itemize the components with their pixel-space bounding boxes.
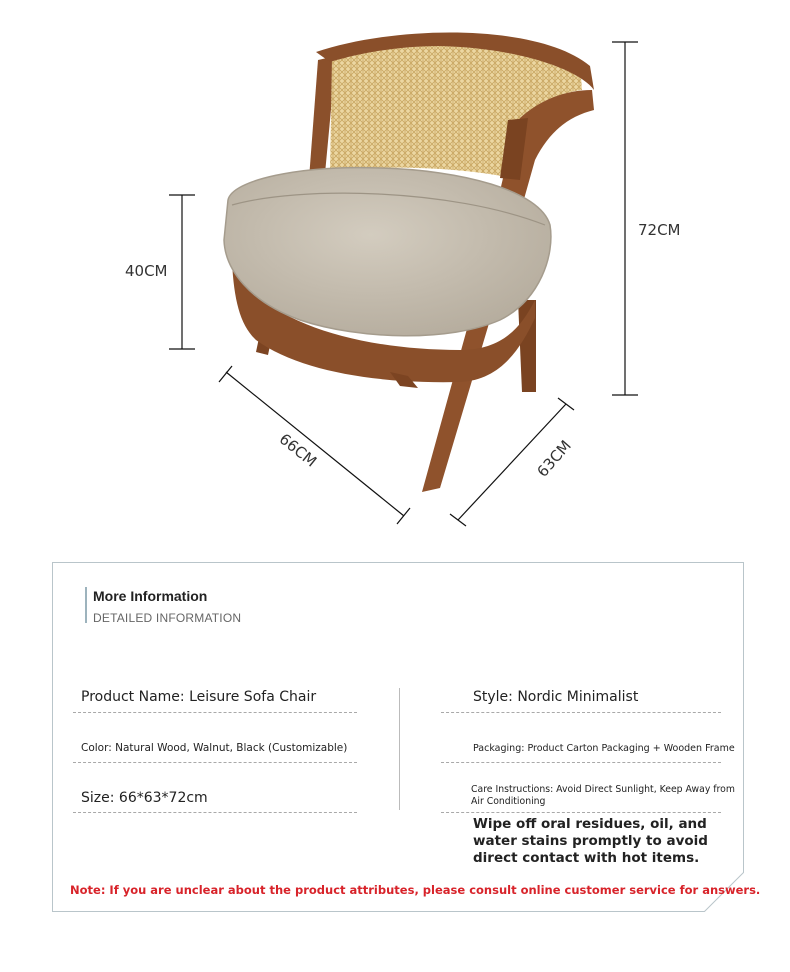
style-attribute: Style: Nordic Minimalist <box>473 689 639 705</box>
dashed-divider <box>73 712 357 713</box>
dashed-divider <box>73 812 357 813</box>
depth-dimension <box>450 398 575 526</box>
depth-label: 63CM <box>533 436 575 481</box>
dashed-divider <box>73 762 357 763</box>
column-divider <box>399 688 400 810</box>
size-attribute: Size: 66*63*72cm <box>81 790 208 806</box>
packaging-attribute: Packaging: Product Carton Packaging + Wooden Frame <box>473 743 735 754</box>
product-name: Product Name: Leisure Sofa Chair <box>81 689 317 705</box>
color-attribute: Color: Natural Wood, Walnut, Black (Customizable) <box>81 742 348 754</box>
chair-illustration <box>224 32 594 492</box>
height-label: 72CM <box>638 221 681 239</box>
section-heading <box>85 587 241 623</box>
dashed-divider <box>441 762 721 763</box>
info-panel <box>52 562 761 912</box>
height-dimension <box>612 42 681 395</box>
customer-service-note: Note: If you are unclear about the product attributes, please consult online customer service for answers. <box>70 883 761 897</box>
section-subtitle: DETAILED INFORMATION <box>93 611 242 625</box>
care-note: Wipe off oral residues, oil, and water stains promptly to avoid direct contact with hot items. <box>473 816 708 866</box>
seat-height-label: 40CM <box>125 262 168 280</box>
dashed-divider <box>441 812 721 813</box>
seat-height-dimension <box>125 195 195 349</box>
dashed-divider <box>441 712 721 713</box>
width-dimension <box>219 366 410 524</box>
width-label: 66CM <box>275 429 321 471</box>
care-instructions: Care Instructions: Avoid Direct Sunlight, Keep Away from Air Conditioning <box>471 784 735 807</box>
section-title: More Information <box>93 588 208 604</box>
